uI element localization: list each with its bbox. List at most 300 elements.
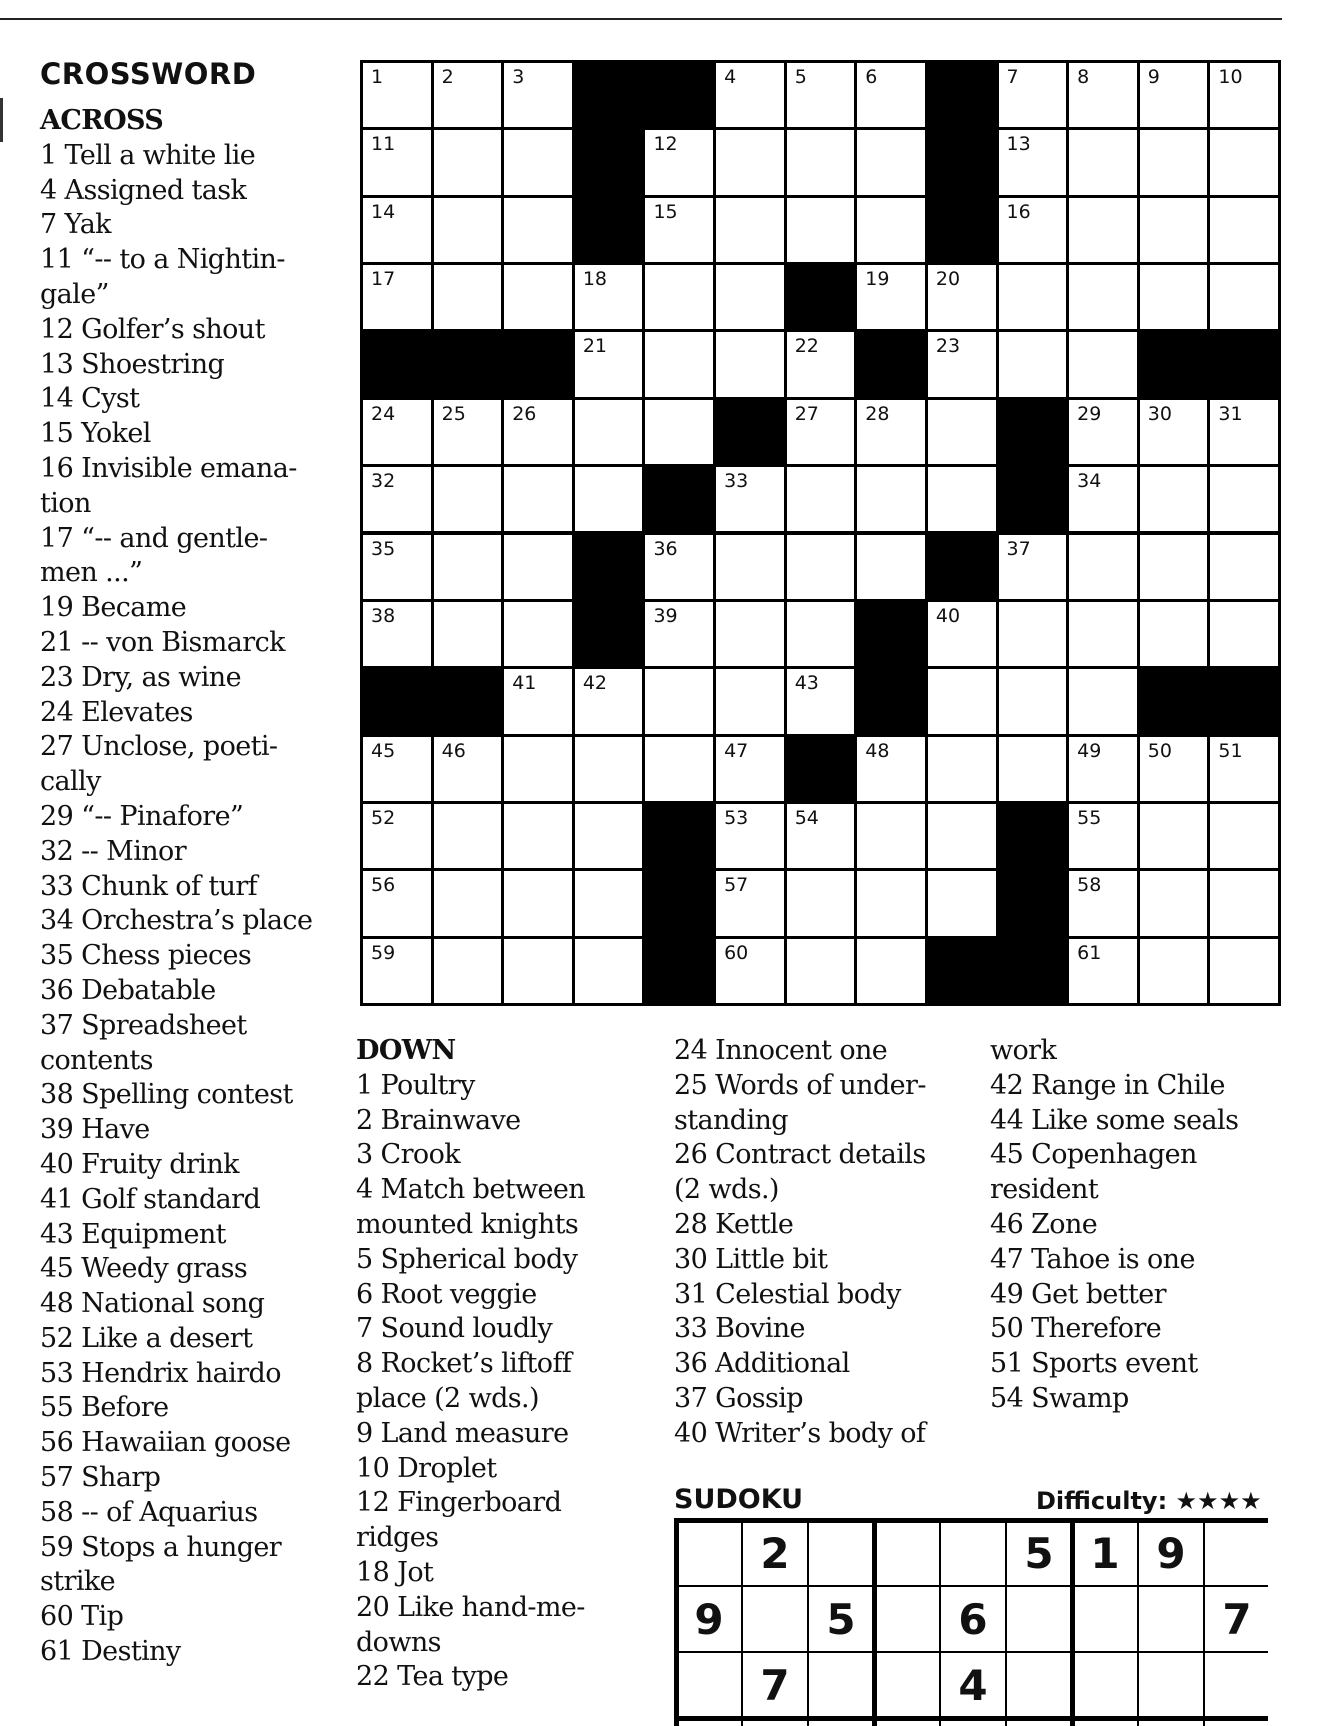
grid-cell[interactable] — [787, 332, 855, 396]
black-square — [575, 602, 643, 666]
grid-cell[interactable] — [928, 737, 996, 801]
grid-cell[interactable] — [1069, 804, 1137, 868]
grid-cell[interactable] — [928, 669, 996, 733]
grid-cell[interactable] — [928, 871, 996, 935]
clue-line: 32 -- Minor — [40, 835, 187, 867]
grid-cell[interactable] — [716, 939, 784, 1003]
clue-line: 36 Debatable — [40, 974, 216, 1006]
crossword-title: CROSSWORD — [40, 57, 257, 91]
clue-line: 7 Yak — [40, 209, 111, 241]
grid-cell[interactable] — [1069, 332, 1137, 396]
black-square — [1210, 669, 1278, 733]
grid-cell[interactable] — [928, 400, 996, 464]
clue-line: resident — [990, 1174, 1099, 1206]
grid-cell[interactable] — [716, 669, 784, 733]
grid-cell[interactable] — [645, 602, 713, 666]
grid-cell[interactable] — [1140, 400, 1208, 464]
grid-cell[interactable] — [716, 63, 784, 127]
cell-number: 58 — [1077, 874, 1102, 897]
grid-cell[interactable] — [434, 63, 502, 127]
grid-cell[interactable] — [1069, 939, 1137, 1003]
grid-cell[interactable] — [363, 804, 431, 868]
clue-line: 23 Dry, as wine — [40, 661, 241, 693]
black-square — [999, 400, 1067, 464]
clue-line: 56 Hawaiian goose — [40, 1427, 291, 1459]
cell-number: 51 — [1218, 739, 1243, 762]
grid-cell[interactable] — [787, 63, 855, 127]
grid-cell[interactable] — [1210, 871, 1278, 935]
grid-cell[interactable] — [787, 535, 855, 599]
clue-line: 37 Gossip — [674, 1382, 803, 1414]
grid-cell[interactable] — [1140, 535, 1208, 599]
grid-cell[interactable] — [1069, 467, 1137, 531]
cell-number: 11 — [371, 133, 396, 156]
clue-line: 47 Tahoe is one — [990, 1243, 1195, 1275]
grid-cell[interactable] — [363, 265, 431, 329]
cell-number: 52 — [371, 806, 396, 829]
grid-cell[interactable] — [434, 130, 502, 194]
grid-cell[interactable] — [1069, 669, 1137, 733]
grid-cell[interactable] — [363, 198, 431, 262]
grid-cell[interactable] — [928, 602, 996, 666]
grid-cell[interactable] — [999, 602, 1067, 666]
sudoku-difficulty — [1036, 1487, 1262, 1515]
clue-line: 45 Copenhagen — [990, 1139, 1197, 1171]
grid-cell[interactable] — [504, 198, 572, 262]
clue-line: 33 Bovine — [674, 1313, 805, 1345]
cell-number: 45 — [371, 739, 396, 762]
clue-line: 43 Equipment — [40, 1218, 226, 1250]
cell-number: 38 — [371, 604, 396, 627]
clue-line: 25 Words of under- — [674, 1069, 926, 1101]
grid-cell[interactable] — [1210, 467, 1278, 531]
grid-cell[interactable] — [1140, 602, 1208, 666]
black-square — [1210, 332, 1278, 396]
grid-cell[interactable] — [504, 400, 572, 464]
grid-cell[interactable] — [575, 265, 643, 329]
grid-cell[interactable] — [787, 669, 855, 733]
clue-line: standing — [674, 1104, 788, 1136]
grid-cell[interactable] — [1140, 737, 1208, 801]
grid-cell[interactable] — [1210, 63, 1278, 127]
clue-line: 60 Tip — [40, 1601, 124, 1633]
black-square — [363, 332, 431, 396]
cell-number: 19 — [865, 268, 890, 291]
cell-number: 26 — [512, 402, 537, 425]
grid-cell[interactable] — [363, 63, 431, 127]
grid-cell[interactable] — [857, 63, 925, 127]
black-square — [928, 63, 996, 127]
grid-cell[interactable] — [999, 669, 1067, 733]
clue-line: 42 Range in Chile — [990, 1069, 1225, 1101]
clue-line: 13 Shoestring — [40, 348, 225, 380]
clue-line: tion — [40, 487, 91, 519]
clue-line: 58 -- of Aquarius — [40, 1496, 258, 1528]
clue-line: 16 Invisible emana- — [40, 452, 297, 484]
grid-cell[interactable] — [575, 400, 643, 464]
grid-cell[interactable] — [645, 737, 713, 801]
clue-line: 4 Assigned task — [40, 174, 247, 206]
grid-cell[interactable] — [504, 871, 572, 935]
clue-line: 52 Like a desert — [40, 1322, 253, 1354]
grid-cell[interactable] — [1069, 871, 1137, 935]
down-clues-column-1 — [356, 1034, 656, 1695]
grid-cell[interactable] — [645, 535, 713, 599]
clue-line: downs — [356, 1626, 441, 1658]
sudoku-given-digit: 5 — [826, 1594, 856, 1644]
cell-number: 61 — [1077, 941, 1102, 964]
sudoku-grid — [674, 1518, 1268, 1726]
grid-cell[interactable] — [1140, 804, 1208, 868]
black-square — [575, 535, 643, 599]
grid-cell[interactable] — [857, 871, 925, 935]
grid-cell[interactable] — [999, 130, 1067, 194]
clue-line: place (2 wds.) — [356, 1382, 539, 1414]
clue-line: 51 Sports event — [990, 1348, 1198, 1380]
black-square — [434, 332, 502, 396]
black-square — [575, 130, 643, 194]
grid-cell[interactable] — [1069, 198, 1137, 262]
cell-number: 33 — [724, 470, 749, 493]
grid-cell[interactable] — [1069, 400, 1137, 464]
grid-cell[interactable] — [1210, 400, 1278, 464]
grid-cell[interactable] — [1069, 130, 1137, 194]
cell-number: 23 — [935, 335, 961, 358]
sudoku-title: SUDOKU — [674, 1484, 804, 1515]
clue-line: 44 Like some seals — [990, 1104, 1239, 1136]
cell-number: 34 — [1077, 470, 1102, 493]
grid-cell[interactable] — [1069, 737, 1137, 801]
grid-cell[interactable] — [434, 198, 502, 262]
cell-number: 54 — [794, 806, 819, 829]
grid-cell[interactable] — [363, 602, 431, 666]
black-square — [1140, 332, 1208, 396]
clue-line: 24 Innocent one — [674, 1035, 888, 1066]
grid-cell[interactable] — [504, 939, 572, 1003]
grid-cell[interactable] — [1210, 737, 1278, 801]
grid-cell[interactable] — [645, 265, 713, 329]
sudoku-given-digit: 7 — [1222, 1594, 1252, 1644]
grid-cell[interactable] — [716, 804, 784, 868]
black-square — [363, 669, 431, 733]
black-square — [857, 332, 925, 396]
sudoku-given-digit: 6 — [958, 1594, 988, 1644]
clue-line: 24 Elevates — [40, 696, 193, 728]
grid-cell[interactable] — [1140, 130, 1208, 194]
clue-line: 45 Weedy grass — [40, 1253, 248, 1285]
grid-cell[interactable] — [716, 602, 784, 666]
cell-number: 27 — [794, 402, 819, 425]
grid-cell[interactable] — [787, 602, 855, 666]
grid-cell[interactable] — [504, 467, 572, 531]
cell-number: 18 — [582, 268, 608, 291]
cell-number: 8 — [1077, 66, 1090, 88]
grid-cell[interactable] — [575, 939, 643, 1003]
sudoku-given-digit: 9 — [694, 1594, 724, 1644]
grid-cell[interactable] — [928, 467, 996, 531]
grid-cell[interactable] — [1210, 535, 1278, 599]
cell-number: 21 — [582, 335, 608, 358]
clue-line: 19 Became — [40, 592, 187, 624]
grid-cell[interactable] — [1140, 63, 1208, 127]
black-square — [999, 939, 1067, 1003]
cell-number: 3 — [512, 66, 525, 88]
black-square — [645, 467, 713, 531]
sudoku-given-digit: 5 — [1024, 1528, 1054, 1578]
grid-cell[interactable] — [434, 737, 502, 801]
grid-cell[interactable] — [716, 871, 784, 935]
cell-number: 41 — [512, 672, 537, 695]
black-square — [857, 602, 925, 666]
grid-cell[interactable] — [645, 332, 713, 396]
grid-cell[interactable] — [1210, 198, 1278, 262]
grid-cell[interactable] — [434, 602, 502, 666]
cell-number: 48 — [865, 739, 890, 762]
clue-line: 48 National song — [40, 1288, 265, 1320]
cell-number: 9 — [1147, 66, 1160, 88]
grid-cell[interactable] — [857, 939, 925, 1003]
grid-cell[interactable] — [645, 400, 713, 464]
grid-cell[interactable] — [434, 265, 502, 329]
clue-line: 59 Stops a hunger — [40, 1531, 282, 1563]
grid-cell[interactable] — [857, 130, 925, 194]
grid-cell[interactable] — [716, 535, 784, 599]
grid-cell[interactable] — [575, 804, 643, 868]
grid-cell[interactable] — [857, 804, 925, 868]
sudoku-given-digit: 4 — [958, 1660, 988, 1710]
clue-line: 40 Writer’s body of — [674, 1417, 926, 1449]
grid-cell[interactable] — [857, 400, 925, 464]
cell-number: 15 — [653, 200, 678, 223]
grid-cell[interactable] — [645, 130, 713, 194]
cell-number: 2 — [441, 66, 454, 88]
grid-cell[interactable] — [928, 265, 996, 329]
grid-cell[interactable] — [363, 535, 431, 599]
sudoku-given-digit: 7 — [760, 1660, 790, 1710]
grid-cell[interactable] — [857, 198, 925, 262]
grid-cell[interactable] — [857, 467, 925, 531]
black-square — [1140, 669, 1208, 733]
difficulty-stars: ★★★★ — [1175, 1487, 1262, 1515]
grid-cell[interactable] — [504, 63, 572, 127]
cell-number: 12 — [653, 133, 678, 156]
cell-number: 46 — [441, 739, 466, 762]
clue-line: 10 Droplet — [356, 1452, 497, 1484]
cell-number: 28 — [865, 402, 890, 425]
grid-cell[interactable] — [363, 130, 431, 194]
clue-line: 18 Jot — [356, 1556, 434, 1588]
clue-line: 21 -- von Bismarck — [40, 626, 285, 658]
cell-number: 50 — [1147, 739, 1172, 762]
grid-cell[interactable] — [787, 871, 855, 935]
clue-line: 61 Destiny — [40, 1636, 181, 1668]
grid-cell[interactable] — [716, 265, 784, 329]
cell-number: 57 — [724, 874, 749, 897]
clue-line: strike — [40, 1566, 115, 1598]
grid-cell[interactable] — [504, 804, 572, 868]
grid-cell[interactable] — [1140, 467, 1208, 531]
cell-number: 56 — [371, 874, 396, 897]
cell-number: 10 — [1218, 66, 1243, 88]
clue-line: 8 Rocket’s liftoff — [356, 1348, 572, 1380]
grid-cell[interactable] — [1069, 63, 1137, 127]
clue-line: 26 Contract details — [674, 1139, 926, 1171]
clue-line: 14 Cyst — [40, 383, 140, 415]
black-square — [857, 669, 925, 733]
grid-cell[interactable] — [363, 467, 431, 531]
grid-cell[interactable] — [1140, 198, 1208, 262]
black-square — [999, 804, 1067, 868]
cell-number: 30 — [1147, 402, 1172, 425]
black-square — [434, 669, 502, 733]
clue-line: 33 Chunk of turf — [40, 870, 258, 902]
grid-cell[interactable] — [999, 63, 1067, 127]
grid-cell[interactable] — [716, 198, 784, 262]
grid-cell[interactable] — [1210, 804, 1278, 868]
grid-cell[interactable] — [999, 535, 1067, 599]
clue-line: 4 Match between — [356, 1174, 586, 1206]
grid-cell[interactable] — [928, 332, 996, 396]
cell-number: 31 — [1218, 402, 1243, 425]
clue-line: 39 Have — [40, 1114, 150, 1146]
grid-cell[interactable] — [787, 467, 855, 531]
grid-cell[interactable] — [1140, 939, 1208, 1003]
clue-line: contents — [40, 1044, 153, 1076]
clue-line: 1 Tell a white lie — [40, 139, 256, 171]
black-square — [645, 63, 713, 127]
clue-line: cally — [40, 766, 101, 798]
grid-cell[interactable] — [645, 198, 713, 262]
grid-cell[interactable] — [504, 669, 572, 733]
grid-cell[interactable] — [716, 332, 784, 396]
clue-line: 20 Like hand-me- — [356, 1591, 585, 1623]
grid-cell[interactable] — [999, 332, 1067, 396]
grid-cell[interactable] — [504, 535, 572, 599]
grid-cell[interactable] — [787, 130, 855, 194]
cell-number: 49 — [1077, 739, 1102, 762]
grid-cell[interactable] — [1069, 602, 1137, 666]
grid-cell[interactable] — [857, 737, 925, 801]
grid-cell[interactable] — [857, 535, 925, 599]
grid-cell[interactable] — [575, 669, 643, 733]
grid-cell[interactable] — [504, 265, 572, 329]
grid-cell[interactable] — [1069, 265, 1137, 329]
cell-number: 47 — [724, 739, 749, 762]
clue-line: mounted knights — [356, 1208, 579, 1240]
clue-line: 40 Fruity drink — [40, 1148, 239, 1180]
cell-number: 32 — [371, 470, 396, 493]
cell-number: 7 — [1006, 66, 1019, 88]
grid-cell[interactable] — [575, 467, 643, 531]
grid-cell[interactable] — [787, 198, 855, 262]
grid-cell[interactable] — [716, 467, 784, 531]
grid-cell[interactable] — [716, 737, 784, 801]
clue-line: work — [990, 1035, 1057, 1066]
black-square — [787, 265, 855, 329]
cell-number: 1 — [371, 66, 384, 88]
clue-line: 57 Sharp — [40, 1462, 161, 1494]
cell-number: 6 — [865, 66, 878, 88]
grid-cell[interactable] — [787, 400, 855, 464]
grid-cell[interactable] — [999, 737, 1067, 801]
grid-cell[interactable] — [1069, 535, 1137, 599]
clue-line: men ...” — [40, 557, 143, 589]
grid-cell[interactable] — [434, 939, 502, 1003]
cell-number: 20 — [935, 268, 961, 291]
grid-cell[interactable] — [999, 265, 1067, 329]
clue-line: (2 wds.) — [674, 1174, 779, 1206]
cell-number: 5 — [794, 66, 807, 88]
grid-cell[interactable] — [716, 130, 784, 194]
grid-cell[interactable] — [434, 535, 502, 599]
clue-line: gale” — [40, 278, 109, 310]
cell-number: 29 — [1077, 402, 1102, 425]
sudoku-given-digit: 9 — [1156, 1528, 1186, 1578]
grid-cell[interactable] — [787, 804, 855, 868]
black-square — [999, 467, 1067, 531]
grid-cell[interactable] — [645, 669, 713, 733]
black-square — [928, 939, 996, 1003]
clue-line: 12 Golfer’s shout — [40, 313, 265, 345]
cell-number: 60 — [724, 941, 749, 964]
grid-cell[interactable] — [504, 602, 572, 666]
grid-cell[interactable] — [1140, 871, 1208, 935]
grid-cell[interactable] — [434, 400, 502, 464]
black-square — [928, 198, 996, 262]
clue-line: 55 Before — [40, 1392, 169, 1424]
grid-cell[interactable] — [999, 198, 1067, 262]
clue-line: 36 Additional — [674, 1348, 850, 1380]
cell-number: 4 — [724, 66, 737, 88]
clue-line: 35 Chess pieces — [40, 940, 252, 972]
grid-cell[interactable] — [363, 871, 431, 935]
grid-cell[interactable] — [928, 804, 996, 868]
grid-cell[interactable] — [575, 871, 643, 935]
grid-cell[interactable] — [363, 737, 431, 801]
grid-cell[interactable] — [575, 332, 643, 396]
grid-cell[interactable] — [1210, 939, 1278, 1003]
clue-line: 38 Spelling contest — [40, 1079, 293, 1111]
clue-line: 50 Therefore — [990, 1313, 1162, 1345]
grid-cell[interactable] — [1210, 130, 1278, 194]
margin-mark — [0, 98, 3, 142]
grid-cell[interactable] — [575, 737, 643, 801]
grid-cell[interactable] — [363, 939, 431, 1003]
grid-cell[interactable] — [1210, 265, 1278, 329]
black-square — [645, 804, 713, 868]
grid-cell[interactable] — [434, 804, 502, 868]
clue-line: 9 Land measure — [356, 1417, 569, 1449]
grid-cell[interactable] — [1210, 602, 1278, 666]
clue-line: 30 Little bit — [674, 1243, 828, 1275]
cell-number: 35 — [371, 537, 396, 560]
grid-cell[interactable] — [504, 130, 572, 194]
cell-number: 40 — [935, 604, 961, 627]
black-square — [716, 400, 784, 464]
grid-cell[interactable] — [363, 400, 431, 464]
grid-cell[interactable] — [787, 939, 855, 1003]
grid-cell[interactable] — [504, 737, 572, 801]
clue-line: 37 Spreadsheet — [40, 1009, 247, 1041]
black-square — [504, 332, 572, 396]
cell-number: 25 — [441, 402, 466, 425]
grid-cell[interactable] — [857, 265, 925, 329]
clue-line: 11 “-- to a Nightin- — [40, 244, 285, 276]
grid-cell[interactable] — [1140, 265, 1208, 329]
grid-cell[interactable] — [434, 871, 502, 935]
sudoku-given-digit: 1 — [1090, 1528, 1120, 1578]
grid-cell[interactable] — [434, 467, 502, 531]
